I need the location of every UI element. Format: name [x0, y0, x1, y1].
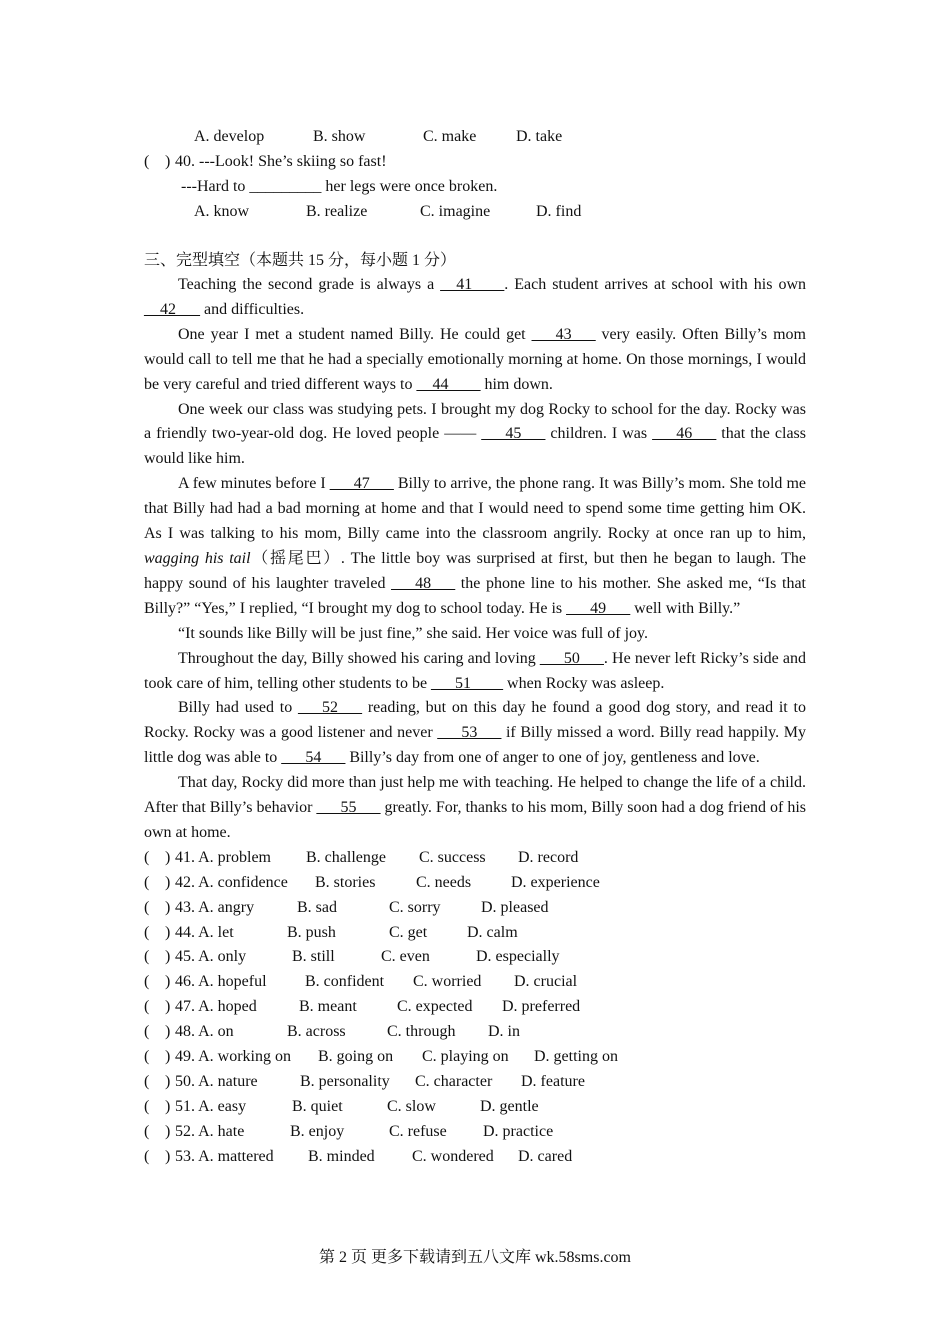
option-a: 51. A. easy [175, 1097, 247, 1115]
option-c: C. wondered [412, 1147, 494, 1165]
q40-stem: 40. ---Look! She’s skiing so fast! [175, 153, 387, 170]
blank: ___53___ [437, 724, 502, 742]
q40-option-b: B. realize [306, 203, 368, 220]
option-c: C. get [389, 923, 428, 941]
option-a: 52. A. hate [175, 1122, 245, 1140]
option-b: B. challenge [306, 848, 386, 866]
option-c: C. even [381, 948, 430, 966]
answer-paren-open: ( [144, 1122, 150, 1140]
blank: __42___ [144, 300, 200, 318]
answer-paren-close: ) [165, 1047, 171, 1065]
option-a: 45. A. only [175, 948, 247, 966]
italic-phrase: wagging his tail [144, 549, 251, 567]
option-a: 43. A. angry [175, 898, 255, 916]
answer-paren-open: ( [144, 1147, 150, 1165]
option-d: D. preferred [502, 998, 581, 1016]
answer-paren-close: ) [165, 1122, 171, 1140]
option-d: D. pleased [481, 898, 549, 916]
question-row [144, 921, 806, 946]
answer-paren-open: ( [144, 848, 150, 866]
option-d: D. gentle [480, 1097, 539, 1115]
q40-options [144, 199, 806, 224]
answer-paren-open: ( [144, 1023, 150, 1041]
answer-paren-open: ( [144, 153, 150, 170]
answer-paren-close: ) [165, 923, 171, 941]
passage-paragraph: Billy had used to ___52___ reading, but on this day he found a good dog story, and read it to Rocky. Rocky was a good listener and never ___53___ if Billy missed a word. Billy read happily. My little dog was able to ___54___ Billy’s day from one of anger to one of joy, gentleness and love. [144, 699, 806, 767]
answer-paren-open: ( [144, 998, 150, 1016]
option-d: D. calm [467, 923, 518, 941]
question-row [144, 1145, 806, 1170]
exam-page [144, 124, 806, 1169]
question-row [144, 1120, 806, 1145]
option-a: 50. A. nature [175, 1072, 258, 1090]
blank: ___54___ [281, 749, 346, 767]
blank: __44____ [416, 375, 481, 393]
q39-option-c: C. make [423, 128, 477, 145]
option-d: D. in [488, 1023, 520, 1041]
answer-paren-open: ( [144, 1047, 150, 1065]
option-c: C. through [387, 1023, 456, 1041]
option-b: B. stories [315, 873, 376, 891]
answer-paren-close: ) [165, 973, 171, 991]
passage-paragraph: One year I met a student named Billy. He could get ___43___ very easily. Often Billy’s mom would call to tell me that he had a specially emotionally morning at home. On those mornings, I would be very careful and tried different ways to __44____ him down. [144, 325, 806, 393]
answer-paren-close: ) [165, 1147, 171, 1165]
option-b: B. enjoy [290, 1122, 345, 1140]
q39-option-d: D. take [516, 128, 563, 145]
option-c: C. sorry [389, 898, 441, 916]
option-c: C. worried [413, 973, 482, 991]
option-b: B. still [292, 948, 335, 966]
passage-paragraph: One week our class was studying pets. I brought my dog Rocky to school for the day. Rocky was a friendly two-year-old dog. He loved people —— ___45___ children. I was ___46___ that the class would like him. [144, 400, 807, 468]
option-a: 46. A. hopeful [175, 973, 267, 991]
q39-option-b: B. show [313, 128, 366, 145]
question-row [144, 846, 806, 871]
q40-line2: ---Hard to _________ her legs were once broken. [181, 178, 498, 195]
option-c: C. success [419, 848, 486, 866]
answer-paren-close: ) [165, 848, 171, 866]
blank: ___51____ [431, 674, 504, 692]
option-c: C. refuse [389, 1122, 447, 1140]
question-row [144, 1070, 806, 1095]
answer-paren-close: ) [165, 153, 171, 170]
option-d: D. cared [518, 1147, 573, 1165]
answer-paren-close: ) [165, 1072, 171, 1090]
answer-paren-open: ( [144, 1072, 150, 1090]
blank: ___45___ [481, 425, 546, 443]
question-row [144, 945, 806, 970]
cloze-passage [144, 273, 806, 846]
option-b: B. minded [308, 1147, 375, 1165]
answer-paren-close: ) [165, 998, 171, 1016]
answer-paren-close: ) [165, 1097, 171, 1115]
blank: ___46___ [652, 425, 717, 443]
answer-paren-open: ( [144, 973, 150, 991]
option-b: B. sad [297, 898, 337, 916]
passage-paragraph: Teaching the second grade is always a __41____. Each student arrives at school with his own __42___ and difficulties. [144, 276, 807, 318]
option-a: 47. A. hoped [175, 998, 257, 1016]
option-b: B. meant [299, 998, 357, 1016]
option-b: B. across [287, 1023, 346, 1041]
question-row [144, 896, 806, 921]
q39-options [144, 124, 806, 149]
option-c: C. playing on [422, 1047, 509, 1065]
option-d: D. especially [476, 948, 560, 966]
question-row [144, 871, 806, 896]
option-c: C. character [415, 1072, 493, 1090]
blank: __41____ [440, 276, 505, 293]
q40-option-a: A. know [194, 203, 250, 220]
option-c: C. expected [397, 998, 473, 1016]
blank: ___43___ [531, 325, 596, 343]
answer-paren-close: ) [165, 948, 171, 966]
option-a: 49. A. working on [175, 1047, 291, 1065]
option-d: D. practice [483, 1122, 554, 1140]
q40-option-d: D. find [536, 203, 582, 220]
answer-paren-close: ) [165, 1023, 171, 1041]
option-c: C. slow [387, 1097, 436, 1115]
question-row [144, 1095, 806, 1120]
answer-paren-close: ) [165, 898, 171, 916]
q40-stem-row [144, 149, 806, 174]
question-list [144, 846, 806, 1170]
answer-paren-open: ( [144, 1097, 150, 1115]
option-a: 44. A. let [175, 923, 234, 941]
option-a: 42. A. confidence [175, 873, 288, 891]
answer-paren-open: ( [144, 923, 150, 941]
section-title: 三、完型填空（本题共 15 分，每小题 1 分） [144, 252, 457, 269]
option-d: D. feature [521, 1072, 585, 1090]
option-b: B. push [287, 923, 336, 941]
option-b: B. confident [305, 973, 385, 991]
answer-paren-open: ( [144, 948, 150, 966]
question-row [144, 1020, 806, 1045]
option-b: B. personality [300, 1072, 390, 1090]
page-footer: 第 2 页 更多下载请到五八文库 wk.58sms.com [318, 1249, 631, 1266]
blank: ___55___ [316, 799, 381, 817]
question-row [144, 1045, 806, 1070]
question-row [144, 995, 806, 1020]
question-row [144, 970, 806, 995]
blank: ___52___ [298, 699, 363, 717]
answer-paren-close: ) [165, 873, 171, 891]
answer-paren-open: ( [144, 898, 150, 916]
passage-paragraph: Throughout the day, Billy showed his caring and loving ___50___. He never left Ricky’s side and took care of him, telling other students to be ___51____ when Rocky was asleep. [144, 649, 806, 692]
blank: ___49___ [566, 599, 631, 617]
option-a: 53. A. mattered [175, 1147, 274, 1165]
option-d: D. getting on [534, 1047, 618, 1065]
blank: ___47___ [329, 475, 394, 493]
option-d: D. record [518, 848, 579, 866]
blank: ___48___ [391, 574, 456, 592]
option-a: 41. A. problem [175, 848, 271, 866]
q39-option-a: A. develop [194, 128, 265, 145]
option-a: 48. A. on [175, 1023, 234, 1041]
passage-paragraph: That day, Rocky did more than just help me with teaching. He helped to change the life of a child. After that Billy’s behavior ___55___ greatly. For, thanks to his mom, Billy soon had a dog friend of his own at home. [144, 774, 807, 841]
option-c: C. needs [416, 873, 472, 891]
passage-paragraph: “It sounds like Billy will be just fine,” she said. Her voice was full of joy. [178, 624, 648, 642]
option-d: D. crucial [514, 973, 578, 991]
option-d: D. experience [511, 873, 600, 891]
q40-line2-row [144, 174, 806, 199]
passage-paragraph: A few minutes before I ___47___ Billy to arrive, the phone rang. It was Billy’s mom. She told me that Billy had had a bad morning at home and that I would need to spend some time getting him OK. As I was talking to his mom, Billy came into the classroom angrily. Rocky at once ran up to him, wagging his tail（摇尾巴）. The little boy was surprised at first, but then he began to laugh. The happy sound of his laughter traveled ___48___ the phone line to his mother. She asked me, “Is that Billy?” “Yes,” I replied, “I brought my dog to school today. He is ___49___ well with Billy.” [144, 475, 806, 617]
option-b: B. going on [318, 1047, 394, 1065]
q40-option-c: C. imagine [420, 203, 491, 220]
blank: ___50___ [539, 649, 604, 667]
answer-paren-open: ( [144, 873, 150, 891]
option-b: B. quiet [292, 1097, 343, 1115]
